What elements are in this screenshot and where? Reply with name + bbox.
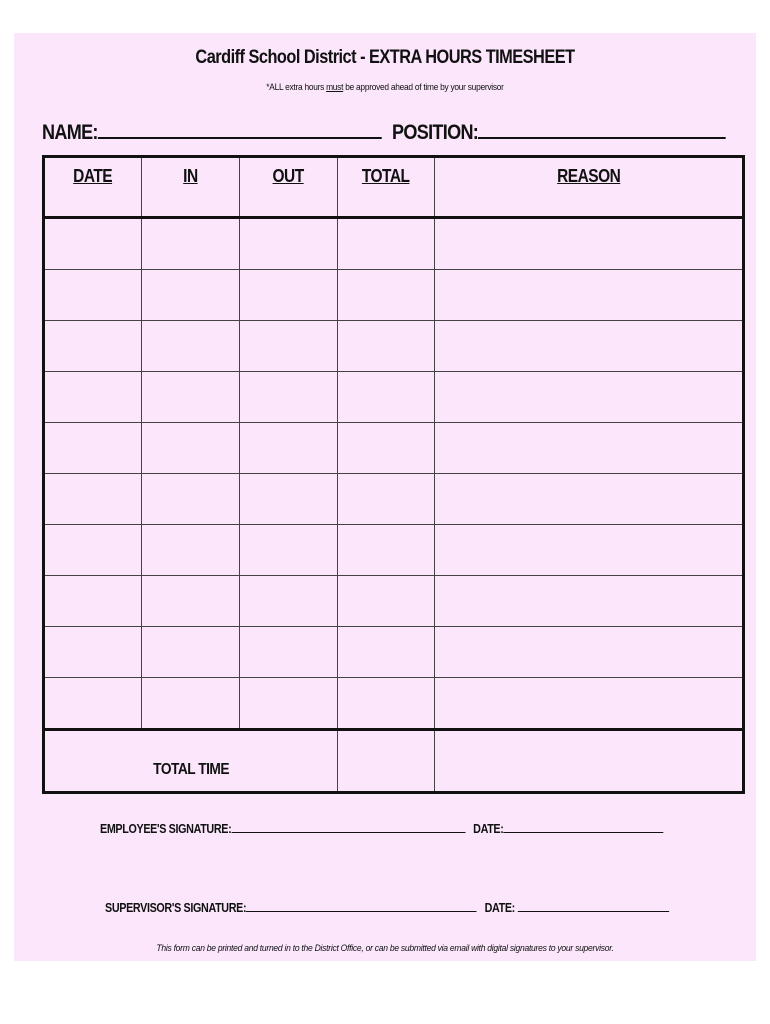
cell-reason[interactable] bbox=[435, 576, 744, 627]
cell-reason[interactable] bbox=[435, 270, 744, 321]
cell-in[interactable] bbox=[142, 525, 240, 576]
cell-total[interactable] bbox=[338, 525, 435, 576]
total-time-label: TOTAL TIME bbox=[44, 730, 338, 793]
cell-date[interactable] bbox=[44, 576, 142, 627]
cell-out[interactable] bbox=[240, 423, 338, 474]
cell-in[interactable] bbox=[142, 218, 240, 270]
cell-total[interactable] bbox=[338, 372, 435, 423]
cell-total[interactable] bbox=[338, 627, 435, 678]
cell-total[interactable] bbox=[338, 474, 435, 525]
cell-in[interactable] bbox=[142, 372, 240, 423]
cell-out[interactable] bbox=[240, 627, 338, 678]
cell-out[interactable] bbox=[240, 678, 338, 730]
table-header-row bbox=[44, 157, 744, 218]
supervisor-date-field[interactable] bbox=[518, 900, 669, 912]
cell-date[interactable] bbox=[44, 423, 142, 474]
table-row bbox=[44, 525, 744, 576]
table-row bbox=[44, 321, 744, 372]
cell-reason[interactable] bbox=[435, 678, 744, 730]
column-header-total: TOTAL bbox=[338, 157, 435, 218]
cell-out[interactable] bbox=[240, 576, 338, 627]
employee-signature-field[interactable] bbox=[231, 821, 465, 833]
cell-reason[interactable] bbox=[435, 321, 744, 372]
total-time-row bbox=[44, 730, 744, 793]
supervisor-signature-field[interactable] bbox=[246, 900, 476, 912]
cell-date[interactable] bbox=[44, 525, 142, 576]
position-field-row bbox=[392, 119, 726, 145]
position-label: POSITION: bbox=[392, 121, 479, 144]
supervisor-signature-label: SUPERVISOR'S SIGNATURE: bbox=[105, 901, 247, 915]
table-row bbox=[44, 372, 744, 423]
approval-note-prefix: *ALL extra hours bbox=[266, 82, 327, 93]
column-header-out: OUT bbox=[240, 157, 338, 218]
employee-signature-row bbox=[100, 821, 663, 836]
cell-total[interactable] bbox=[338, 678, 435, 730]
cell-total[interactable] bbox=[338, 423, 435, 474]
column-header-date: DATE bbox=[44, 157, 142, 218]
column-header-reason: REASON bbox=[435, 157, 744, 218]
table-row bbox=[44, 576, 744, 627]
cell-in[interactable] bbox=[142, 576, 240, 627]
cell-date[interactable] bbox=[44, 218, 142, 270]
table-row bbox=[44, 474, 744, 525]
supervisor-date-label: DATE: bbox=[484, 901, 518, 915]
cell-in[interactable] bbox=[142, 423, 240, 474]
supervisor-signature-row bbox=[105, 900, 669, 915]
table-row bbox=[44, 627, 744, 678]
employee-date-label: DATE: bbox=[473, 822, 504, 836]
table-row bbox=[44, 423, 744, 474]
table-row bbox=[44, 678, 744, 730]
form-title: Cardiff School District - EXTRA HOURS TIMESHEET bbox=[195, 47, 575, 68]
name-field-row bbox=[42, 119, 382, 145]
cell-reason[interactable] bbox=[435, 218, 744, 270]
cell-out[interactable] bbox=[240, 474, 338, 525]
cell-date[interactable] bbox=[44, 270, 142, 321]
column-header-in: IN bbox=[142, 157, 240, 218]
cell-date[interactable] bbox=[44, 321, 142, 372]
cell-in[interactable] bbox=[142, 627, 240, 678]
footer-note: This form can be printed and turned in to the District Office, or can be submitted via email with digital signatures to your supervisor. bbox=[156, 943, 614, 954]
hours-table bbox=[42, 155, 745, 794]
cell-total[interactable] bbox=[338, 218, 435, 270]
total-time-notes[interactable] bbox=[435, 730, 744, 793]
cell-in[interactable] bbox=[142, 270, 240, 321]
cell-in[interactable] bbox=[142, 678, 240, 730]
cell-date[interactable] bbox=[44, 372, 142, 423]
cell-date[interactable] bbox=[44, 627, 142, 678]
name-label: NAME: bbox=[42, 121, 98, 144]
cell-out[interactable] bbox=[240, 525, 338, 576]
table-row bbox=[44, 218, 744, 270]
employee-signature-label: EMPLOYEE'S SIGNATURE: bbox=[100, 822, 232, 836]
cell-reason[interactable] bbox=[435, 423, 744, 474]
cell-out[interactable] bbox=[240, 372, 338, 423]
name-field[interactable] bbox=[98, 119, 382, 139]
cell-total[interactable] bbox=[338, 321, 435, 372]
cell-in[interactable] bbox=[142, 321, 240, 372]
cell-out[interactable] bbox=[240, 321, 338, 372]
cell-date[interactable] bbox=[44, 678, 142, 730]
approval-note bbox=[59, 82, 712, 93]
total-time-value[interactable] bbox=[338, 730, 435, 793]
cell-out[interactable] bbox=[240, 218, 338, 270]
position-field[interactable] bbox=[478, 119, 726, 139]
employee-date-field[interactable] bbox=[504, 821, 664, 833]
cell-reason[interactable] bbox=[435, 525, 744, 576]
cell-out[interactable] bbox=[240, 270, 338, 321]
cell-reason[interactable] bbox=[435, 474, 744, 525]
cell-reason[interactable] bbox=[435, 627, 744, 678]
approval-note-emphasis: must bbox=[326, 82, 344, 93]
approval-note-suffix: be approved ahead of time by your supervisor bbox=[343, 82, 504, 93]
table-row bbox=[44, 270, 744, 321]
cell-total[interactable] bbox=[338, 576, 435, 627]
cell-in[interactable] bbox=[142, 474, 240, 525]
cell-date[interactable] bbox=[44, 474, 142, 525]
timesheet-form bbox=[14, 33, 756, 961]
cell-reason[interactable] bbox=[435, 372, 744, 423]
cell-total[interactable] bbox=[338, 270, 435, 321]
